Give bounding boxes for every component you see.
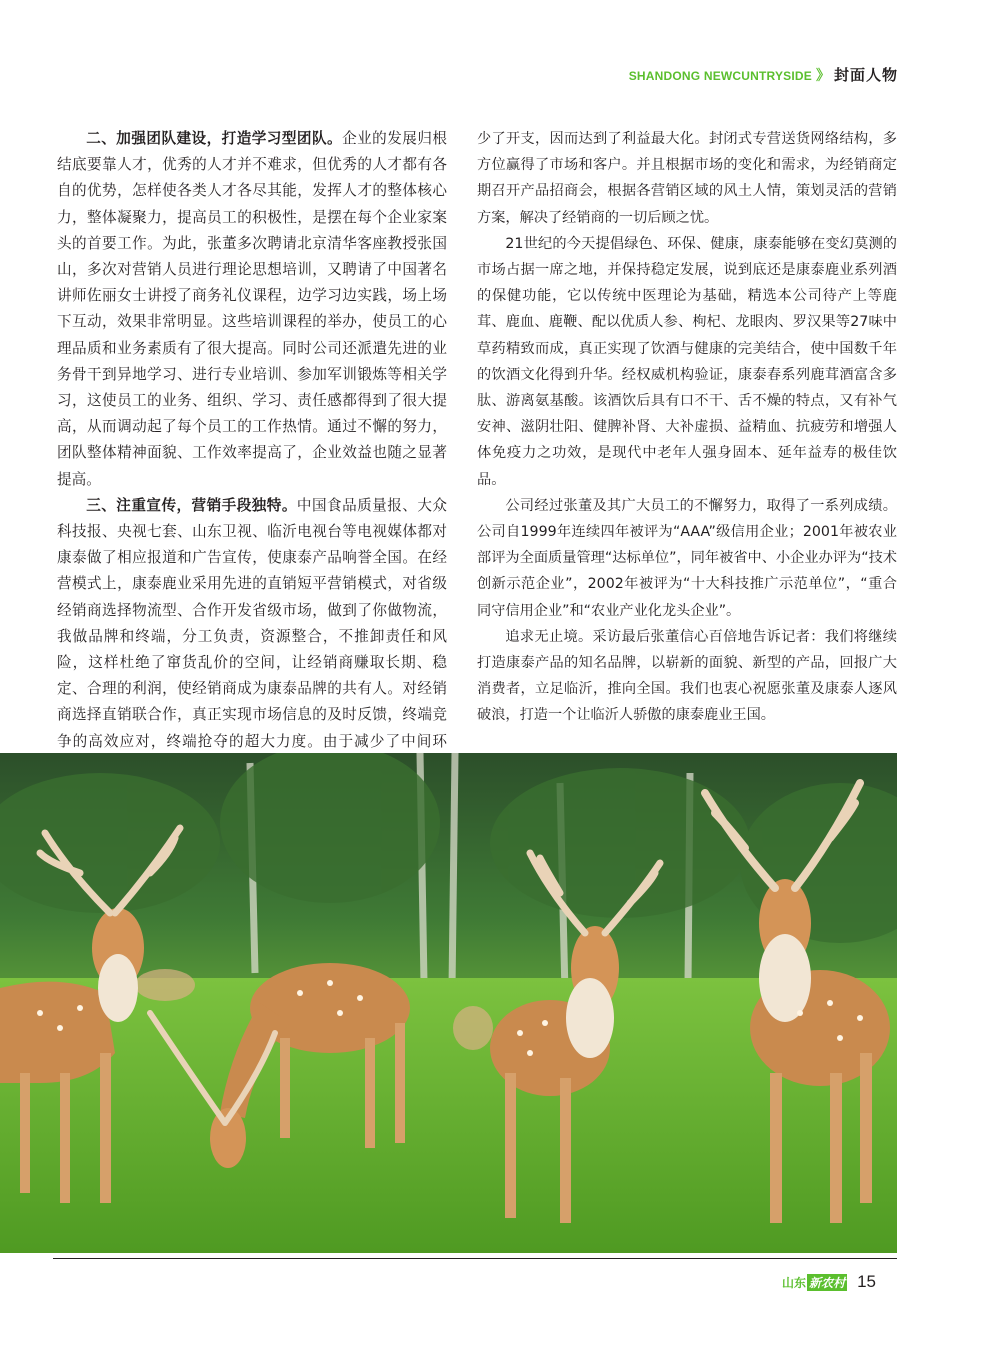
right-text-column (477, 126, 897, 729)
magazine-logo (782, 1274, 847, 1291)
logo-text-newcountryside: 新农村 (809, 1275, 846, 1290)
page-number: 15 (857, 1272, 876, 1291)
footer-rule (53, 1258, 897, 1259)
deer-illustration (0, 753, 897, 1253)
left-text-column (57, 126, 447, 781)
paragraph: 少了开支，因而达到了利益最大化。封闭式专营送货网络结构，多方位赢得了市场和客户。并且根据市场的变化和需求，为经销商定期召开产品招商会，根据各营销区域的风土人情，策划灵活的营销方案，解决了经销商的一切后顾之忧。 (477, 131, 897, 226)
page-footer (782, 1272, 876, 1292)
header-magazine-en: SHANDONG NEWCUNTRYSIDE (628, 69, 812, 83)
header-separator: 》 (815, 67, 830, 83)
logo-text-shandong: 山东 (782, 1275, 807, 1290)
running-header (629, 64, 898, 85)
paragraph (57, 493, 447, 781)
section-heading: 三、注重宣传，营销手段独特。 (86, 496, 297, 514)
paragraph: 追求无止境。采访最后张董信心百倍地告诉记者：我们将继续打造康泰产品的知名品牌，以崭新的面貌、新型的产品，回报广大消费者，立足临沂，推向全国。我们也衷心祝愿张董及康泰人逐风破浪，打造一个让临沂人骄傲的康泰鹿业王国。 (477, 628, 897, 724)
paragraph (57, 126, 447, 493)
deer-photo (0, 753, 897, 1253)
paragraph-text: 企业的发展归根结底要靠人才，优秀的人才并不难求，但优秀的人才都有各自的优势，怎样使各类人才各尽其能，发挥人才的整体核心力，整体凝聚力，提高员工的积极性，是摆在每个企业家案头的首要工作。为此，张董多次聘请北京清华客座教授张国山，多次对营销人员进行理论思想培训，又聘请了中国著名讲师佐丽女士讲授了商务礼仪课程，边学习边实践，场上场下互动，效果非常明显。这些培训课程的举办，使员工的心理品质和业务素质有了很大提高。同时公司还派遣先进的业务骨干到异地学习、进行专业培训、参加军训锻炼等相关学习，这使员工的业务、组织、学习、责任感都得到了很大提高，从而调动起了每个员工的工作热情。通过不懈的努力，团队整体精神面貌、工作效率提高了，企业效益也随之显著提高。 (57, 130, 447, 488)
section-heading: 二、加强团队建设，打造学习型团队。 (86, 130, 343, 147)
paragraph-text: 中国食品质量报、大众科技报、央视七套、山东卫视、临沂电视台等电视媒体都对康泰做了相应报道和广告宣传，使康泰产品响誉全国。在经营模式上，康泰鹿业采用先进的直销短平营销模式，对省级经销商选择物流型、合作开发省级市场，做到了你做物流，我做品牌和终端，分工负责，资源整合，不推卸责任和风险，这样杜绝了窜货乱价的空间，让经销商赚取长期、稳定、合理的利润，使经销商成为康泰品牌的共有人。对经销商选择直销联合作，真正实现市场信息的及时反馈，终端竞争的高效应对，终端抢夺的超大力度。由于减少了中间环 (57, 496, 447, 750)
header-section-title: 封面人物 (833, 66, 898, 84)
paragraph: 公司经过张董及其广大员工的不懈努力，取得了一系列成绩。公司自1999年连续四年被评为“AAA”级信用企业；2001年被农业部评为全面质量管理“达标单位”，同年被省中、小企业办评为“技术创新示范企业”，2002年被评为“十大科技推广示范单位”，“重合同守信用企业”和“农业产业化龙头企业”。 (477, 497, 897, 619)
paragraph: 21世纪的今天提倡绿色、环保、健康，康泰能够在变幻莫测的市场占据一席之地，并保持稳定发展，说到底还是康泰鹿业系列酒的保健功能，它以传统中医理论为基础，精选本公司待产上等鹿茸、鹿血、鹿鞭、配以优质人参、枸杞、龙眼肉、罗汉果等27味中草药精致而成，真正实现了饮酒与健康的完美结合，使中国数千年的饮酒文化得到升华。经权威机构验证，康泰春系列鹿茸酒富含多肽、游离氨基酸。该酒饮后具有口不干、舌不燥的特点，又有补气安神、滋阴壮阳、健脾补肾、大补虚损、益精血、抗疲劳和增强人体免疫力之功效，是现代中老年人强身固本、延年益寿的极佳饮品。 (477, 235, 897, 488)
